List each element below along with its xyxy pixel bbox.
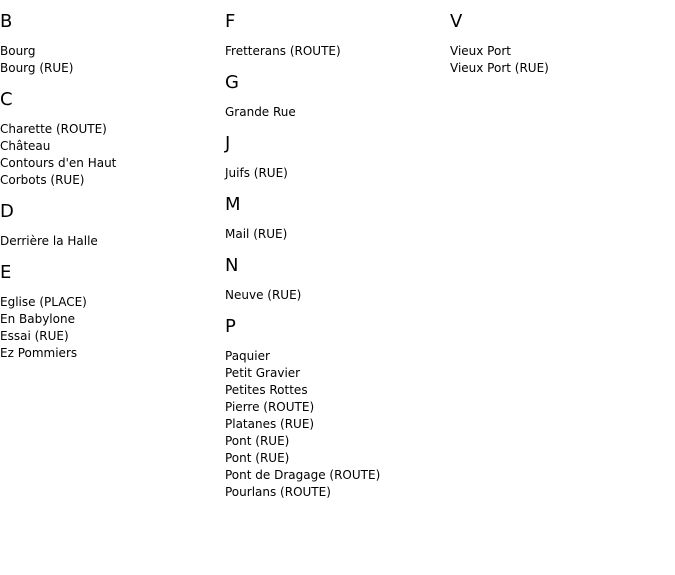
street-link[interactable]: Pourlans (ROUTE) [225,485,331,499]
letter-group [225,131,445,182]
street-link[interactable]: Pont de Dragage (ROUTE) [225,468,381,482]
street-list [450,43,670,77]
letter-group [0,199,220,250]
street-link[interactable]: Derrière la Halle [0,234,98,248]
letter-heading: C [0,89,13,110]
street-list [0,233,220,250]
letter-group [225,192,445,243]
letter-group [0,9,220,77]
street-link[interactable]: Bourg (RUE) [0,61,74,75]
street-link[interactable]: Fretterans (ROUTE) [225,44,341,58]
letter-group [225,253,445,304]
letter-heading: E [0,262,12,283]
letter-heading: N [225,255,239,276]
index-column [0,9,220,372]
street-list [225,43,445,60]
street-list [225,165,445,182]
street-list [0,43,220,77]
street-link[interactable]: Mail (RUE) [225,227,288,241]
street-link[interactable]: Pont (RUE) [225,451,290,465]
street-link[interactable]: Petit Gravier [225,366,301,380]
index-column [450,9,670,87]
letter-group [225,314,445,501]
street-link[interactable]: Charette (ROUTE) [0,122,107,136]
street-list [225,348,445,501]
letter-group [225,70,445,121]
letter-heading: J [225,133,231,154]
street-list [225,104,445,121]
letter-heading: F [225,11,236,32]
letter-heading: G [225,72,239,93]
letter-group [225,9,445,60]
street-link[interactable]: Petites Rottes [225,383,308,397]
street-list [225,287,445,304]
street-link[interactable]: Corbots (RUE) [0,173,85,187]
street-link[interactable]: En Babylone [0,312,75,326]
street-list [225,226,445,243]
street-link[interactable]: Platanes (RUE) [225,417,315,431]
letter-heading: P [225,316,236,337]
street-link[interactable]: Contours d'en Haut [0,156,117,170]
street-link[interactable]: Pont (RUE) [225,434,290,448]
street-list [0,121,220,189]
index-column [225,9,445,511]
letter-group [0,260,220,362]
letter-group [450,9,670,77]
street-link[interactable]: Paquier [225,349,270,363]
street-link[interactable]: Essai (RUE) [0,329,69,343]
street-link[interactable]: Château [0,139,51,153]
letter-group [0,87,220,189]
street-link[interactable]: Eglise (PLACE) [0,295,87,309]
street-list [0,294,220,362]
street-link[interactable]: Neuve (RUE) [225,288,302,302]
letter-heading: M [225,194,241,215]
street-link[interactable]: Pierre (ROUTE) [225,400,315,414]
letter-heading: V [450,11,463,32]
letter-heading: D [0,201,14,222]
street-link[interactable]: Bourg [0,44,36,58]
street-link[interactable]: Ez Pommiers [0,346,78,360]
street-link[interactable]: Juifs (RUE) [225,166,288,180]
street-link[interactable]: Vieux Port (RUE) [450,61,549,75]
street-link[interactable]: Vieux Port [450,44,511,58]
street-link[interactable]: Grande Rue [225,105,296,119]
letter-heading: B [0,11,13,32]
